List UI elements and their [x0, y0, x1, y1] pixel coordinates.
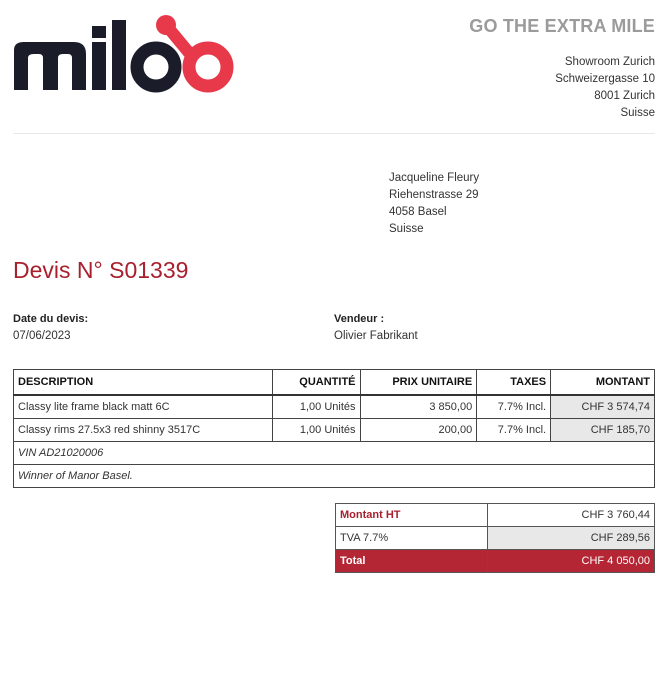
company-address-line: 8001 Zurich [594, 90, 655, 102]
header-divider [13, 133, 655, 134]
company-tagline: GO THE EXTRA MILE [469, 16, 655, 36]
column-header-taxes: TAXES [477, 370, 551, 396]
quote-date-value: 07/06/2023 [13, 330, 71, 342]
company-address-line: Schweizergasse 10 [555, 73, 655, 85]
company-address-line: Suisse [620, 107, 655, 119]
tax-row [336, 527, 655, 550]
total-value: CHF 4 050,00 [488, 550, 655, 573]
column-header-quantity: QUANTITÉ [272, 370, 360, 396]
customer-name: Jacqueline Fleury [389, 172, 480, 184]
untaxed-row [336, 504, 655, 527]
logo-letter-o-red [189, 48, 227, 86]
note-row [14, 442, 655, 465]
logo-letter-m [14, 42, 86, 90]
line-amount: CHF 185,70 [551, 419, 655, 442]
column-header-unit-price: PRIX UNITAIRE [360, 370, 477, 396]
tax-value: CHF 289,56 [488, 527, 655, 550]
logo-letter-l [112, 20, 126, 90]
line-taxes: 7.7% Incl. [477, 419, 551, 442]
line-unit-price: 200,00 [360, 419, 477, 442]
company-logo [12, 12, 240, 94]
line-description: Classy lite frame black matt 6C [14, 395, 273, 419]
logo-letter-i-dot [92, 26, 106, 38]
line-note: VIN AD21020006 [14, 442, 655, 465]
customer-country: Suisse [389, 223, 424, 235]
untaxed-label: Montant HT [336, 504, 488, 527]
line-note: Winner of Manor Basel. [14, 465, 655, 488]
customer-street: Riehenstrasse 29 [389, 189, 479, 201]
line-unit-price: 3 850,00 [360, 395, 477, 419]
quote-date-label: Date du devis: [13, 313, 89, 325]
document-title: Devis N° S01339 [13, 257, 189, 283]
note-row [14, 465, 655, 488]
salesperson-value: Olivier Fabrikant [334, 330, 418, 342]
table-row [14, 395, 655, 419]
customer-city: 4058 Basel [389, 206, 447, 218]
salesperson-label: Vendeur : [334, 313, 385, 325]
untaxed-value: CHF 3 760,44 [488, 504, 655, 527]
line-amount: CHF 3 574,74 [551, 395, 655, 419]
line-quantity: 1,00 Unités [272, 419, 360, 442]
company-address-line: Showroom Zurich [564, 56, 655, 68]
customer-address [389, 170, 479, 238]
order-lines-table [13, 369, 655, 488]
column-header-amount: MONTANT [551, 370, 655, 396]
line-description: Classy rims 27.5x3 red shinny 3517C [14, 419, 273, 442]
line-quantity: 1,00 Unités [272, 395, 360, 419]
logo-letter-o-dark [137, 48, 175, 86]
table-row [14, 419, 655, 442]
line-taxes: 7.7% Incl. [477, 395, 551, 419]
company-address [555, 54, 655, 122]
table-header-row [14, 370, 655, 396]
total-label: Total [336, 550, 488, 573]
total-row [336, 550, 655, 573]
tax-label: TVA 7.7% [336, 527, 488, 550]
totals-table [335, 503, 655, 573]
column-header-description: DESCRIPTION [14, 370, 273, 396]
logo-letter-i [92, 42, 106, 90]
